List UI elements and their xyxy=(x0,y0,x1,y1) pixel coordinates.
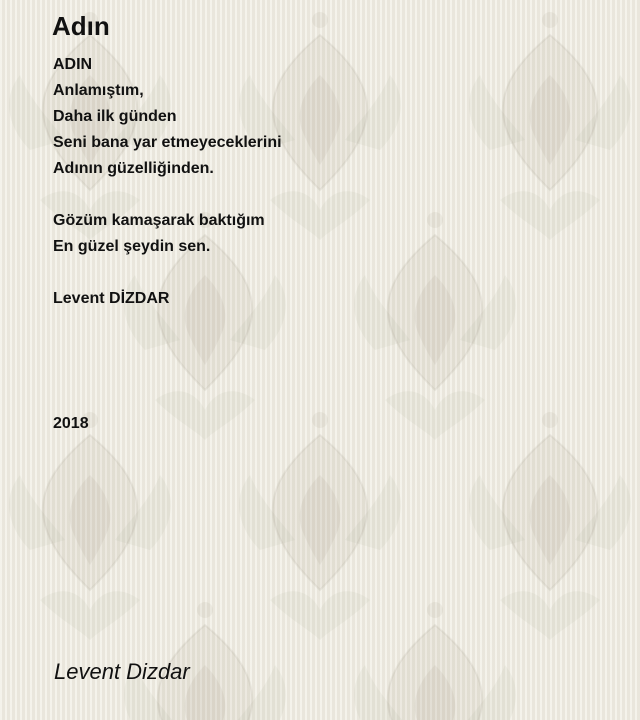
poem-line: En güzel şeydin sen. xyxy=(53,238,211,255)
poem-line: Anlamıştım, xyxy=(53,82,144,99)
page-title: Adın xyxy=(52,11,110,41)
poem-line: Daha ilk günden xyxy=(53,108,177,125)
poem-line: Adının güzelliğinden. xyxy=(53,160,214,177)
poem-line: Seni bana yar etmeyeceklerini xyxy=(53,134,282,151)
author-signature: Levent Dizdar xyxy=(54,659,190,684)
poem-body xyxy=(53,52,613,312)
poem-year: 2018 xyxy=(53,415,89,432)
poem-line: Gözüm kamaşarak baktığım xyxy=(53,212,265,229)
poem-heading: ADIN xyxy=(53,56,93,73)
stanza-break xyxy=(53,182,613,208)
poem-author: Levent DİZDAR xyxy=(53,290,170,307)
stanza-break xyxy=(53,260,613,286)
